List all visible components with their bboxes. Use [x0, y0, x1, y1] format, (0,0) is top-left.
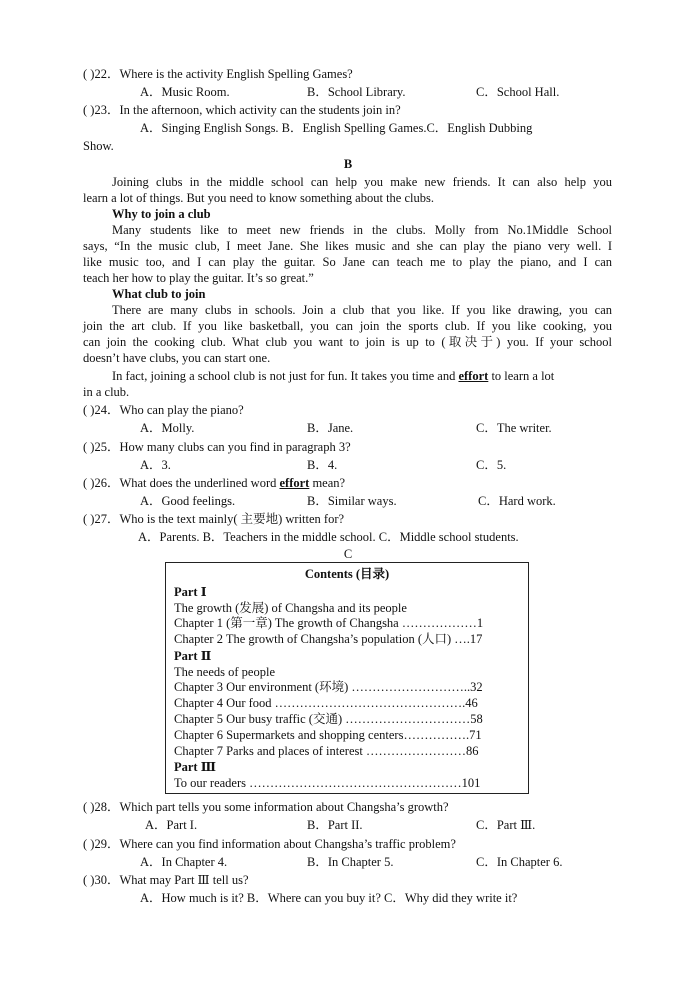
answer-blank[interactable]: ( )23． — [83, 103, 120, 117]
answer-blank[interactable]: ( )30． — [83, 873, 120, 887]
question-text: In the afternoon, which activity can the students join in? — [119, 103, 401, 117]
toc-line: Chapter 4 Our food ……………………………………….46 — [174, 696, 478, 710]
option-a: A．Music Room. — [140, 85, 230, 99]
paragraph-line: Many students like to meet new friends in the clubs. Molly from No.1Middle School — [112, 223, 612, 237]
options-line: A．Parents. B．Teachers in the middle school. C．Middle school students. — [138, 530, 519, 544]
question-26: ( )26．What does the underlined word effort mean? — [83, 476, 346, 490]
question-27 — [83, 511, 344, 527]
question-text: Where is the activity English Spelling Games? — [119, 67, 353, 81]
question-text: Where can you find information about Changsha’s traffic problem? — [119, 837, 456, 851]
subheading-why-join: Why to join a club — [112, 207, 211, 221]
option-b: B．Jane. — [307, 421, 354, 435]
option-b: B．Similar ways. — [307, 494, 397, 508]
option-b: B．Part II. — [307, 818, 363, 832]
answer-blank[interactable]: ( )26． — [83, 476, 120, 490]
question-23 — [83, 102, 401, 118]
toc-line: Chapter 3 Our environment (环境) ………………………..32 — [174, 680, 483, 694]
options-line-continued: Show. — [83, 139, 114, 153]
section-heading-b: B — [343, 157, 353, 171]
option-a: A．In Chapter 4. — [140, 855, 228, 869]
option-b: B．In Chapter 5. — [307, 855, 394, 869]
paragraph-line: teach her how to play the guitar. It’s so great.” — [83, 271, 314, 285]
toc-line: Chapter 5 Our busy traffic (交通) …………………………58 — [174, 712, 483, 726]
question-28 — [83, 799, 449, 815]
toc-line: Chapter 7 Parks and places of interest ……………………86 — [174, 744, 479, 758]
answer-blank[interactable]: ( )29． — [83, 837, 120, 851]
toc-part-1: Part Ⅰ — [174, 585, 207, 599]
answer-blank[interactable]: ( )25． — [83, 440, 120, 454]
answer-blank[interactable]: ( )24． — [83, 403, 120, 417]
option-c: C．The writer. — [476, 421, 552, 435]
option-a: A．3. — [140, 458, 171, 472]
toc-line: Chapter 6 Supermarkets and shopping centers…………….71 — [174, 728, 482, 742]
paragraph-line: says, “In the music club, I meet Jane. She likes music and she can play the piano very well. I — [83, 239, 612, 253]
paragraph-line: doesn’t have clubs, you can start one. — [83, 351, 271, 365]
paragraph-line: can join the cooking club. What club you want to join is up to (取决于) you. If your school — [83, 335, 612, 349]
answer-blank[interactable]: ( )27． — [83, 512, 120, 526]
option-a: A．Good feelings. — [140, 494, 236, 508]
option-a: A．Part I. — [145, 818, 198, 832]
question-24 — [83, 402, 244, 418]
subheading-what-club: What club to join — [112, 287, 206, 301]
underlined-word-effort: effort — [458, 369, 489, 383]
toc-line: The growth (发展) of Changsha and its people — [174, 601, 407, 615]
toc-line: Chapter 1 (第一章) The growth of Changsha ………………1 — [174, 616, 484, 630]
question-22 — [83, 66, 353, 82]
question-text: Who can play the piano? — [119, 403, 244, 417]
paragraph-line: join the art club. If you like basketball, you can join the sports club. If you like cooking, you — [83, 319, 612, 333]
question-25 — [83, 439, 351, 455]
options-line: A．How much is it? B．Where can you buy it? C．Why did they write it? — [140, 891, 518, 905]
section-heading-c: C — [343, 547, 353, 561]
answer-blank[interactable]: ( )28． — [83, 800, 120, 814]
option-b: B．School Library. — [307, 85, 406, 99]
options-line: A．Singing English Songs. B．English Spelling Games.C．English Dubbing — [140, 121, 533, 135]
question-text: How many clubs can you find in paragraph 3? — [119, 440, 351, 454]
paragraph-line: in a club. — [83, 385, 130, 399]
toc-part-2: Part Ⅱ — [174, 649, 212, 663]
table-of-contents — [165, 562, 529, 794]
paragraph-line: like music too, and I can play the guitar. So Jane can teach me to play the piano, and I can — [83, 255, 612, 269]
question-text: Which part tells you some information about Changsha’s growth? — [119, 800, 449, 814]
option-c: C．5. — [476, 458, 507, 472]
paragraph-line: Joining clubs in the middle school can help you make new friends. It can also help you — [112, 175, 612, 189]
option-c: C．School Hall. — [476, 85, 560, 99]
toc-line: The needs of people — [174, 665, 276, 679]
paragraph-line: In fact, joining a school club is not just for fun. It takes you time and effort to learn a lot — [112, 369, 555, 383]
option-a: A．Molly. — [140, 421, 195, 435]
paragraph-line: There are many clubs in schools. Join a club that you like. If you like drawing, you can — [112, 303, 612, 317]
option-c: C．Hard work. — [478, 494, 556, 508]
question-text: What may Part Ⅲ tell us? — [119, 873, 249, 887]
question-29 — [83, 836, 456, 852]
option-c: C．Part Ⅲ. — [476, 818, 536, 832]
question-30 — [83, 872, 249, 888]
toc-line: To our readers ……………………………………………101 — [174, 776, 481, 790]
toc-title: Contents (目录) — [304, 567, 390, 581]
answer-blank[interactable]: ( )22． — [83, 67, 120, 81]
toc-part-3: Part Ⅲ — [174, 760, 216, 774]
toc-line: Chapter 2 The growth of Changsha’s population (人口) ….17 — [174, 632, 483, 646]
option-c: C．In Chapter 6. — [476, 855, 563, 869]
paragraph-line: learn a lot of things. But you need to know something about the clubs. — [83, 191, 434, 205]
question-text: Who is the text mainly( 主要地) written for? — [119, 512, 345, 526]
underlined-word-effort: effort — [279, 476, 310, 490]
option-b: B．4. — [307, 458, 338, 472]
